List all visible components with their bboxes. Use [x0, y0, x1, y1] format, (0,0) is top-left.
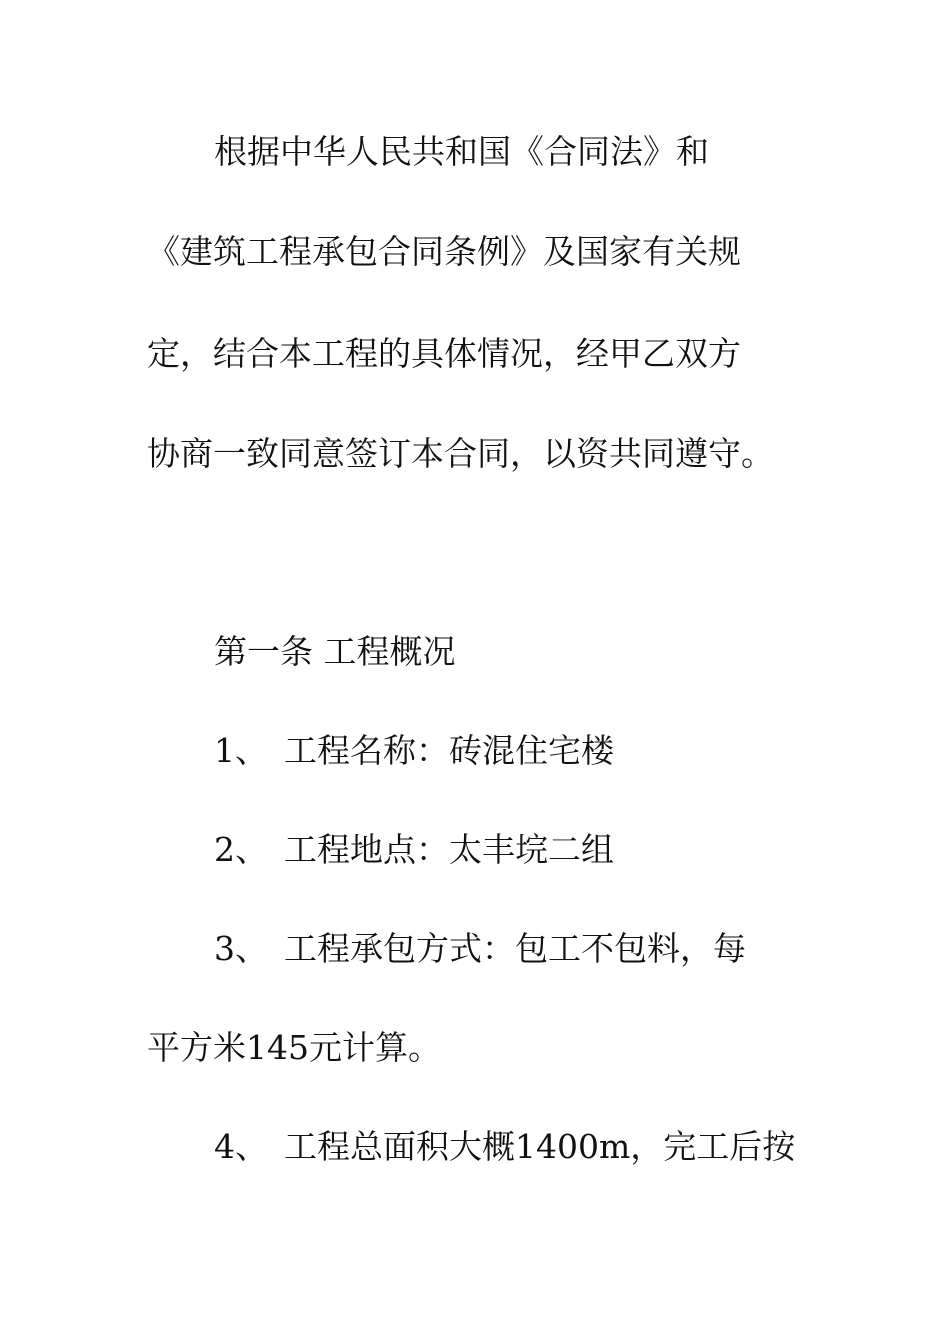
section-title: 第一条 工程概况: [214, 632, 456, 671]
list-item-number: 4、: [214, 1127, 268, 1166]
list-item-number: 1、: [214, 731, 268, 770]
list-item: [214, 929, 746, 969]
list-item-text: 平方米145元计算。: [147, 1028, 441, 1067]
intro-line-4: 协商一致同意签订本合同，以资共同遵守。: [147, 434, 774, 473]
list-item-text: 工程名称：砖混住宅楼: [284, 731, 614, 770]
list-item-text: 工程地点：太丰垸二组: [284, 830, 614, 869]
list-item: [214, 830, 614, 870]
intro-line-3: 定，结合本工程的具体情况，经甲乙双方: [147, 334, 741, 373]
list-item: [214, 731, 614, 771]
list-item-number: 3、: [214, 929, 268, 968]
intro-line-1: 根据中华人民共和国《合同法》和: [214, 132, 709, 171]
list-item-continuation: [147, 1028, 441, 1068]
intro-line-2: 《建筑工程承包合同条例》及国家有关规: [147, 232, 741, 271]
list-item-number: 2、: [214, 830, 268, 869]
list-item-text: 工程总面积大概1400m，完工后按: [284, 1127, 796, 1166]
list-item: [214, 1127, 795, 1167]
list-item-text: 工程承包方式：包工不包料，每: [284, 929, 746, 968]
